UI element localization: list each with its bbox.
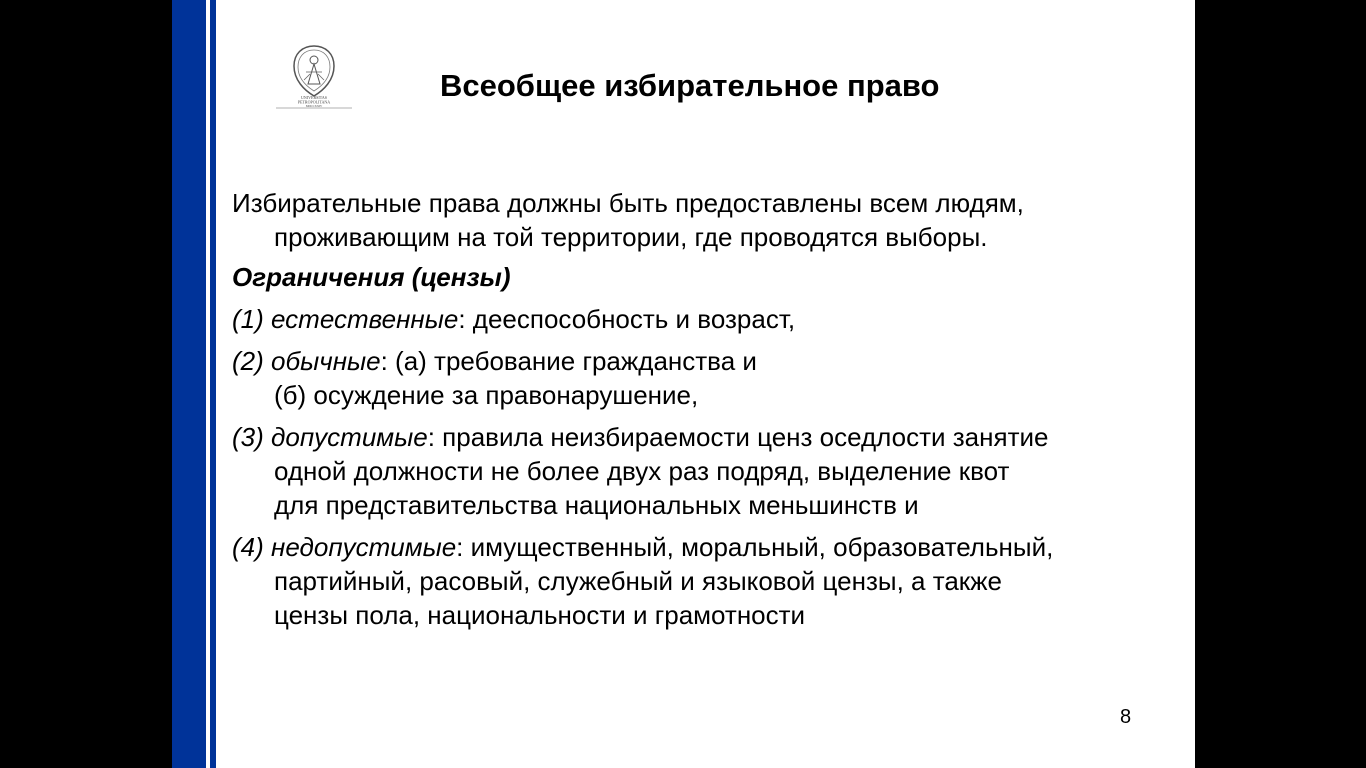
list-item xyxy=(232,344,1172,412)
item-number: (3) xyxy=(232,422,264,452)
list-item xyxy=(232,530,1172,632)
slide-body xyxy=(232,186,1172,632)
logo-line-2: PETROPOLITANA xyxy=(297,99,331,105)
intro-paragraph xyxy=(232,186,1172,254)
item-number: (2) xyxy=(232,346,264,376)
university-seal-logo xyxy=(274,44,354,110)
left-band xyxy=(172,0,206,768)
list-item xyxy=(232,420,1172,522)
item-number: (4) xyxy=(232,532,264,562)
page-number: 8 xyxy=(1120,706,1132,728)
item-term: недопустимые xyxy=(271,532,457,562)
item-text: : дееспособность и возраст, xyxy=(458,304,796,334)
intro-line-2: проживающим на той территории, где проводятся выборы. xyxy=(274,222,988,252)
logo-line-1: UNIVERSITAS xyxy=(301,95,327,100)
item-text-continued: для представительства национальных меньшинств и xyxy=(274,490,919,520)
item-text: : (а) требование гражданства и xyxy=(380,346,757,376)
slide xyxy=(172,0,1195,768)
list-item xyxy=(232,302,1172,336)
item-text: : правила неизбираемости ценз оседлости занятие xyxy=(427,422,1049,452)
item-term: обычные xyxy=(271,346,381,376)
item-text-continued: (б) осуждение за правонарушение, xyxy=(274,380,699,410)
logo-line-3: MDCCXXIV xyxy=(305,104,323,108)
item-term: естественные xyxy=(271,304,459,334)
left-band-thin xyxy=(210,0,216,768)
restrictions-heading: Ограничения (цензы) xyxy=(232,262,511,292)
item-term: допустимые xyxy=(271,422,428,452)
item-text-continued: партийный, расовый, служебный и языковой цензы, а также xyxy=(274,566,1002,596)
slide-title: Всеобщее избирательное право xyxy=(440,68,940,103)
item-text-continued: цензы пола, национальности и грамотности xyxy=(274,600,806,630)
item-text: : имущественный, моральный, образовательный, xyxy=(456,532,1054,562)
item-number: (1) xyxy=(232,304,264,334)
item-text-continued: одной должности не более двух раз подряд, выделение квот xyxy=(274,456,1010,486)
intro-line-1: Избирательные права должны быть предоставлены всем людям, xyxy=(232,188,1024,218)
